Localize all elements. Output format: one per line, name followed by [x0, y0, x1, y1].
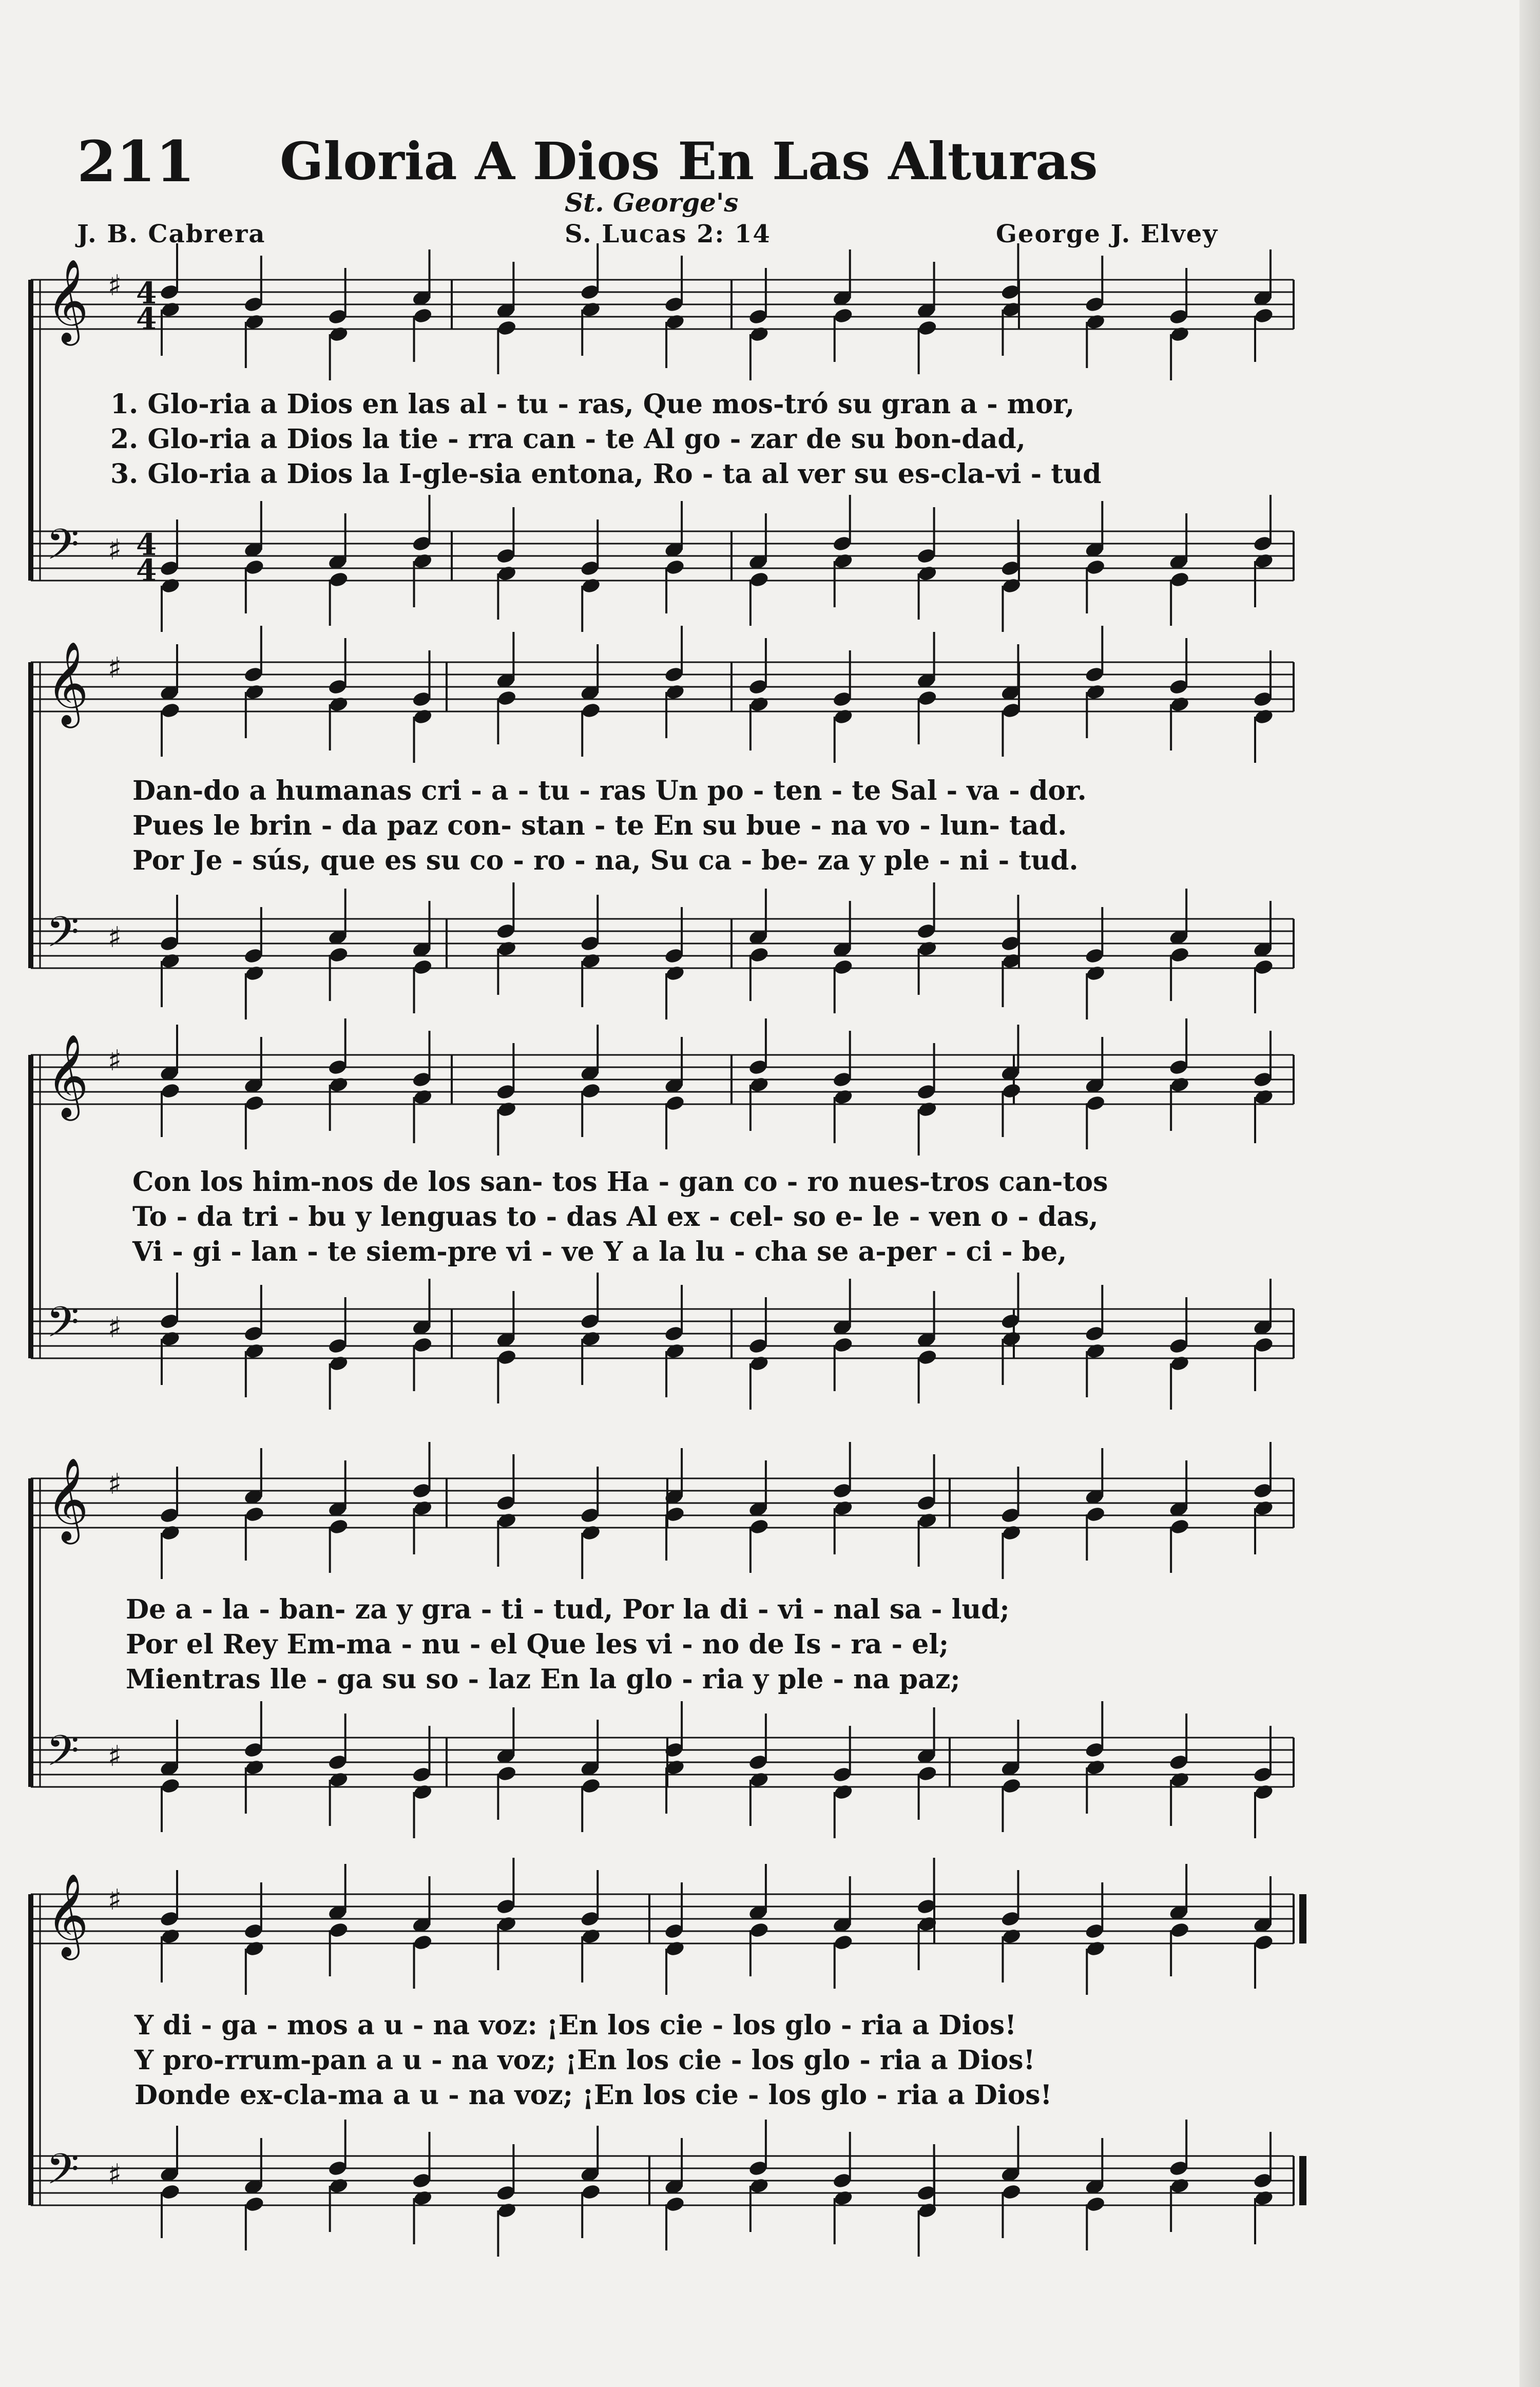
note-head	[1001, 1330, 1022, 1348]
note-head	[1169, 1355, 1190, 1372]
note-head	[412, 1783, 433, 1801]
key-signature-sharp-icon: ♯	[108, 921, 122, 954]
note-head	[329, 325, 349, 343]
note-head	[1085, 559, 1106, 576]
lyric-line: 2. Glo-ria a Dios la tie - rra can - te Al go - zar de su bon-dad,	[110, 424, 1026, 455]
hymn-number: 211	[77, 128, 195, 195]
lyric-line: Donde ex-cla-ma a u - na voz; ¡En los cie - los glo - ria a Dios!	[134, 2080, 1052, 2111]
bass-clef-icon: 𝄢	[46, 519, 80, 580]
note-head	[1085, 683, 1106, 701]
note-head	[665, 1094, 685, 1112]
note-head	[1085, 1759, 1106, 1776]
lyric-line: To - da tri - bu y lenguas to - das Al ex - cel- so e- le - ven o - das,	[132, 1201, 1099, 1233]
note-head	[496, 2202, 517, 2219]
note-head	[1254, 2189, 1274, 2207]
note-head	[917, 1349, 938, 1366]
note-head	[749, 1771, 769, 1788]
note-head	[917, 565, 938, 582]
lyric-line: Mientras lle - ga su so - laz En la glo - ria y ple - na paz;	[126, 1664, 960, 1695]
note-head	[749, 1355, 769, 1372]
key-signature-sharp-icon: ♯	[108, 1311, 122, 1344]
note-head	[1085, 313, 1106, 331]
note-head	[749, 696, 769, 713]
note-head	[665, 683, 685, 701]
note-head	[1169, 571, 1190, 588]
note-head	[329, 2177, 349, 2194]
note-head	[412, 1336, 433, 1354]
note-head	[581, 577, 601, 594]
bass-clef-icon: 𝄢	[46, 907, 80, 967]
note-head	[1169, 696, 1190, 713]
lyric-line: Y di - ga - mos a u - na voz: ¡En los cie - los glo - ria a Dios!	[134, 2010, 1017, 2041]
note-head	[496, 1765, 517, 1782]
hymn-title: Gloria A Dios En Las Alturas	[280, 131, 1098, 191]
note-head	[917, 1765, 938, 1782]
note-head	[749, 1518, 769, 1535]
lyric-line: Con los him-nos de los san- tos Ha - gan co - ro nues-tros can-tos	[132, 1166, 1108, 1198]
note-head	[496, 1101, 517, 1118]
note-head	[160, 702, 181, 719]
lyric-line: Vi - gi - lan - te siem-pre vi - ve Y a la lu - cha se a-per - ci - be,	[132, 1236, 1067, 1267]
note-head	[749, 946, 769, 964]
note-head	[160, 577, 181, 594]
composer-credit: George J. Elvey	[996, 220, 1219, 248]
note-head	[329, 1518, 349, 1535]
note-head	[160, 1330, 181, 1348]
note-head	[329, 1076, 349, 1093]
lyric-line: 1. Glo-ria a Dios en las al - tu - ras, Que mos-tró su gran a - mor,	[110, 389, 1075, 420]
note-head	[160, 952, 181, 970]
time-signature-top: 4	[136, 527, 157, 562]
note-head	[581, 1928, 601, 1945]
note-head	[160, 1777, 181, 1795]
note-head	[1085, 1342, 1106, 1360]
note-head	[244, 1940, 265, 1957]
note-head	[1254, 958, 1274, 976]
bass-clef-icon: 𝄢	[46, 1726, 80, 1786]
tune-name: St. George's	[565, 187, 739, 218]
note-head	[1085, 965, 1106, 982]
note-head	[329, 1771, 349, 1788]
note-head	[833, 307, 854, 324]
note-head	[244, 1094, 265, 1112]
note-head	[665, 2196, 685, 2213]
note-head	[1169, 1921, 1190, 1939]
note-head	[833, 2189, 854, 2207]
note-head	[1254, 1783, 1274, 1801]
note-head	[1169, 325, 1190, 343]
scripture-reference: S. Lucas 2: 14	[565, 220, 771, 248]
treble-clef-icon: 𝄞	[46, 1873, 89, 1957]
note-head	[496, 1512, 517, 1529]
note-head	[244, 965, 265, 982]
lyric-line: Dan-do a humanas cri - a - tu - ras Un po - ten - te Sal - va - dor.	[132, 775, 1087, 806]
note-head	[244, 1506, 265, 1523]
note-head	[496, 940, 517, 957]
note-head	[412, 1499, 433, 1517]
note-head	[412, 708, 433, 725]
note-head	[1254, 307, 1274, 324]
note-head	[833, 1934, 854, 1951]
treble-clef-icon: 𝄞	[46, 641, 89, 725]
note-head	[244, 313, 265, 331]
note-head	[329, 571, 349, 588]
bass-clef-icon: 𝄢	[46, 1297, 80, 1357]
note-head	[412, 1088, 433, 1106]
note-head	[1254, 1336, 1274, 1354]
note-head	[1085, 2196, 1106, 2213]
note-head	[917, 1101, 938, 1118]
note-head	[1254, 1088, 1274, 1106]
note-head	[833, 1336, 854, 1354]
note-head	[412, 307, 433, 324]
key-signature-sharp-icon: ♯	[108, 269, 122, 302]
note-head	[665, 1940, 685, 1957]
note-head	[1001, 1524, 1022, 1542]
note-head	[581, 2183, 601, 2201]
note-head	[1001, 1928, 1022, 1945]
note-head	[1254, 708, 1274, 725]
note-head	[1254, 1499, 1274, 1517]
note-head	[749, 571, 769, 588]
note-head	[1169, 2177, 1190, 2194]
note-head	[749, 2177, 769, 2194]
note-head	[1085, 1094, 1106, 1112]
note-head	[1001, 1777, 1022, 1795]
time-signature-bottom: 4	[136, 553, 157, 588]
note-head	[917, 1512, 938, 1529]
note-head	[1001, 2183, 1022, 2201]
note-head	[1085, 1940, 1106, 1957]
note-head	[160, 1928, 181, 1945]
note-head	[1254, 552, 1274, 570]
lyric-line: Y pro-rrum-pan a u - na voz; ¡En los cie - los glo - ria a Dios!	[134, 2045, 1035, 2076]
note-head	[496, 1915, 517, 1933]
note-head	[1169, 1771, 1190, 1788]
note-head	[244, 1342, 265, 1360]
note-head	[581, 952, 601, 970]
note-head	[581, 1524, 601, 1542]
note-head	[749, 325, 769, 343]
note-head	[496, 689, 517, 707]
note-head	[329, 1921, 349, 1939]
treble-clef-icon: 𝄞	[46, 259, 89, 342]
key-signature-sharp-icon: ♯	[108, 1044, 122, 1077]
note-head	[665, 313, 685, 331]
note-head	[244, 1759, 265, 1776]
note-head	[749, 1076, 769, 1093]
note-head	[412, 552, 433, 570]
note-head	[833, 708, 854, 725]
note-head	[833, 552, 854, 570]
note-head	[496, 565, 517, 582]
key-signature-sharp-icon: ♯	[108, 2158, 122, 2191]
lyric-line: De a - la - ban- za y gra - ti - tud, Por la di - vi - nal sa - lud;	[126, 1594, 1010, 1625]
note-head	[412, 2189, 433, 2207]
treble-clef-icon: 𝄞	[46, 1457, 89, 1541]
note-head	[160, 2183, 181, 2201]
note-head	[1001, 1082, 1022, 1100]
bass-clef-icon: 𝄢	[46, 2144, 80, 2204]
note-head	[749, 1921, 769, 1939]
treble-clef-icon: 𝄞	[46, 1034, 89, 1118]
note-head	[412, 1934, 433, 1951]
key-signature-sharp-icon: ♯	[108, 1883, 122, 1917]
note-head	[329, 696, 349, 713]
note-head	[160, 1082, 181, 1100]
note-head	[581, 702, 601, 719]
time-signature-top: 4	[136, 276, 157, 311]
lyric-line: Pues le brin - da paz con- stan - te En su bue - na vo - lun- tad.	[132, 810, 1067, 841]
note-head	[160, 1524, 181, 1542]
note-head	[917, 689, 938, 707]
note-head	[917, 319, 938, 337]
note-head	[496, 1349, 517, 1366]
note-head	[496, 319, 517, 337]
note-head	[833, 1499, 854, 1517]
note-head	[329, 1355, 349, 1372]
note-head	[665, 965, 685, 982]
note-head	[833, 1783, 854, 1801]
note-head	[833, 958, 854, 976]
note-head	[665, 559, 685, 576]
lyric-line: 3. Glo-ria a Dios la I-gle-sia entona, Ro - ta al ver su es-cla-vi - tud	[110, 458, 1102, 490]
note-head	[917, 940, 938, 957]
note-head	[244, 2196, 265, 2213]
time-signature-bottom: 4	[136, 301, 157, 336]
note-head	[244, 683, 265, 701]
note-head	[1085, 1506, 1106, 1523]
note-head	[244, 559, 265, 576]
note-head	[1169, 946, 1190, 964]
key-signature-sharp-icon: ♯	[108, 533, 122, 567]
note-head	[833, 1088, 854, 1106]
lyricist-credit: J. B. Cabrera	[77, 220, 266, 248]
note-head	[581, 1777, 601, 1795]
note-head	[412, 958, 433, 976]
lyric-line: Por Je - sús, que es su co - ro - na, Su ca - be- za y ple - ni - tud.	[132, 845, 1079, 876]
note-head	[581, 1330, 601, 1348]
note-head	[665, 1342, 685, 1360]
key-signature-sharp-icon: ♯	[108, 651, 122, 685]
note-head	[1169, 1076, 1190, 1093]
note-head	[581, 301, 601, 318]
note-head	[1254, 1934, 1274, 1951]
note-head	[160, 301, 181, 318]
note-head	[329, 946, 349, 964]
key-signature-sharp-icon: ♯	[108, 1468, 122, 1501]
note-head	[581, 1082, 601, 1100]
note-head	[1169, 1518, 1190, 1535]
key-signature-sharp-icon: ♯	[108, 1740, 122, 1773]
lyric-line: Por el Rey Em-ma - nu - el Que les vi - no de Is - ra - el;	[126, 1629, 949, 1660]
